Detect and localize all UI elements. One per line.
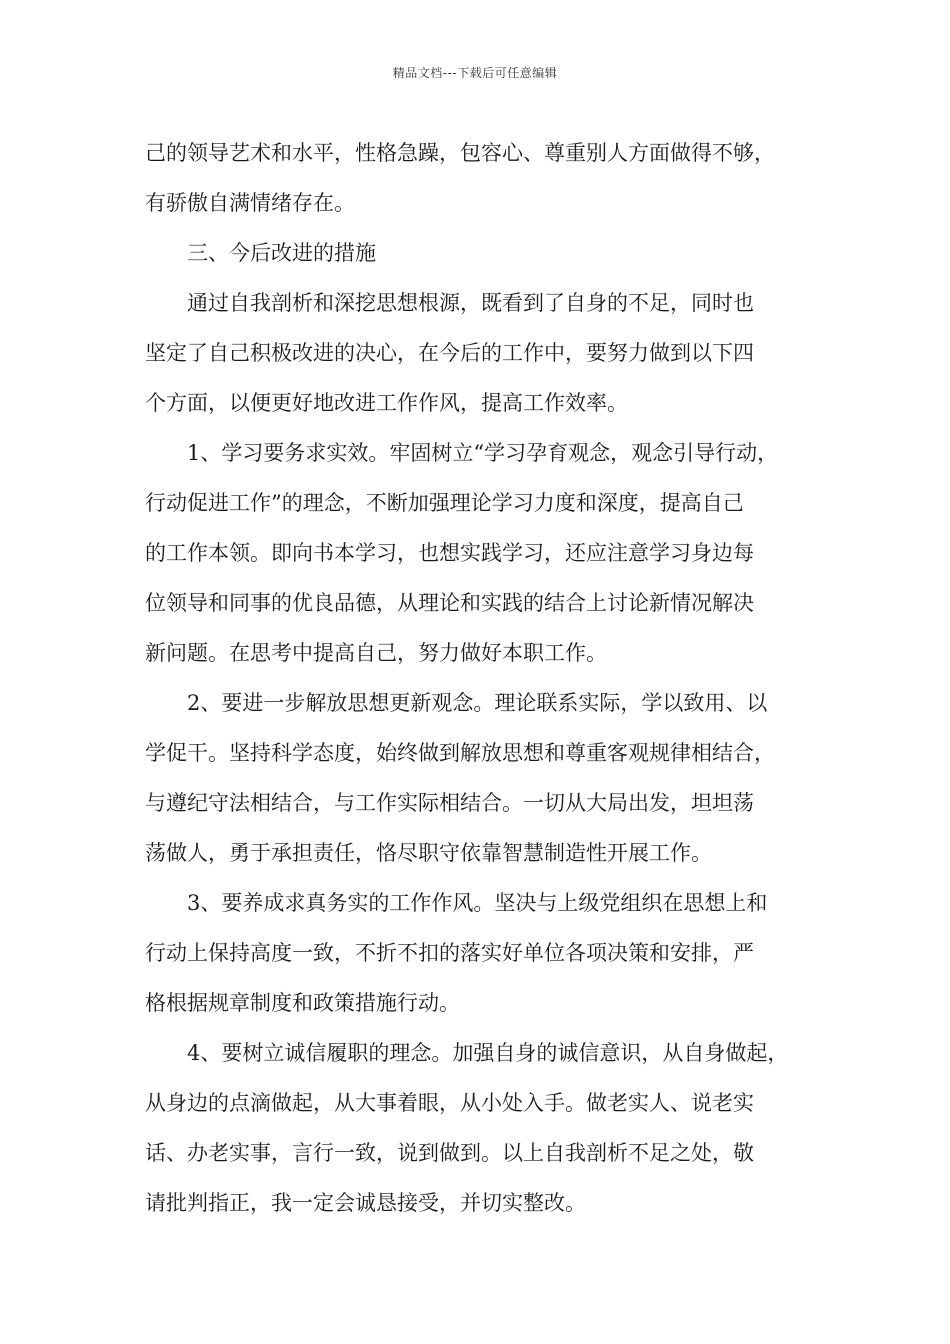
text-line: 位领导和同事的优良品德，从理论和实践的结合上讨论新情况解决 [145,591,754,615]
text-line: 行动上保持高度一致，不折不扣的落实好单位各项决策和安排，严 [145,941,754,965]
text-line: 与遵纪守法相结合，与工作实际相结合。一切从大局出发，坦坦荡 [145,791,754,815]
text-line: 学促干。坚持科学态度，始终做到解放思想和尊重客观规律相结合， [145,741,775,765]
text-line: 行动促进工作”的理念，不断加强理论学习力度和深度，提高自己 [145,491,744,515]
text-line: 有骄傲自满情绪存在。 [145,191,355,215]
text-line: 4、要树立诚信履职的理念。加强自身的诚信意识，从自身做起， [187,1041,789,1065]
text-line: 个方面，以便更好地改进工作作风，提高工作效率。 [145,391,628,415]
text-line: 荡做人，勇于承担责任，恪尽职守依靠智慧制造性开展工作。 [145,841,712,865]
text-line: 己的领导艺术和水平，性格急躁，包容心、尊重别人方面做得不够， [145,141,775,165]
text-line: 从身边的点滴做起，从大事着眼，从小处入手。做老实人、说老实 [145,1091,754,1115]
text-line: 通过自我剖析和深挖思想根源，既看到了自身的不足，同时也 [187,291,754,315]
text-line: 3、要养成求真务实的工作作风。坚决与上级党组织在思想上和 [187,891,768,915]
text-line: 2、要进一步解放思想更新观念。理论联系实际，学以致用、以 [187,691,768,715]
document-body [145,128,805,1228]
text-line: 格根据规章制度和政策措施行动。 [145,991,460,1015]
text-line: 的工作本领。即向书本学习，也想实践学习，还应注意学习身边每 [145,541,754,565]
page-header: 精品文档---下载后可任意编辑 [392,66,558,80]
text-line: 坚定了自己积极改进的决心，在今后的工作中，要努力做到以下四 [145,341,754,365]
text-line: 新问题。在思考中提高自己，努力做好本职工作。 [145,641,607,665]
text-line: 请批判指正，我一定会诚恳接受，并切实整改。 [145,1191,586,1215]
text-line: 话、办老实事，言行一致，说到做到。以上自我剖析不足之处，敬 [145,1141,754,1165]
section-heading: 三、今后改进的措施 [187,241,376,265]
text-line: 1、学习要务求实效。牢固树立“学习孕育观念，观念引导行动， [187,441,779,465]
